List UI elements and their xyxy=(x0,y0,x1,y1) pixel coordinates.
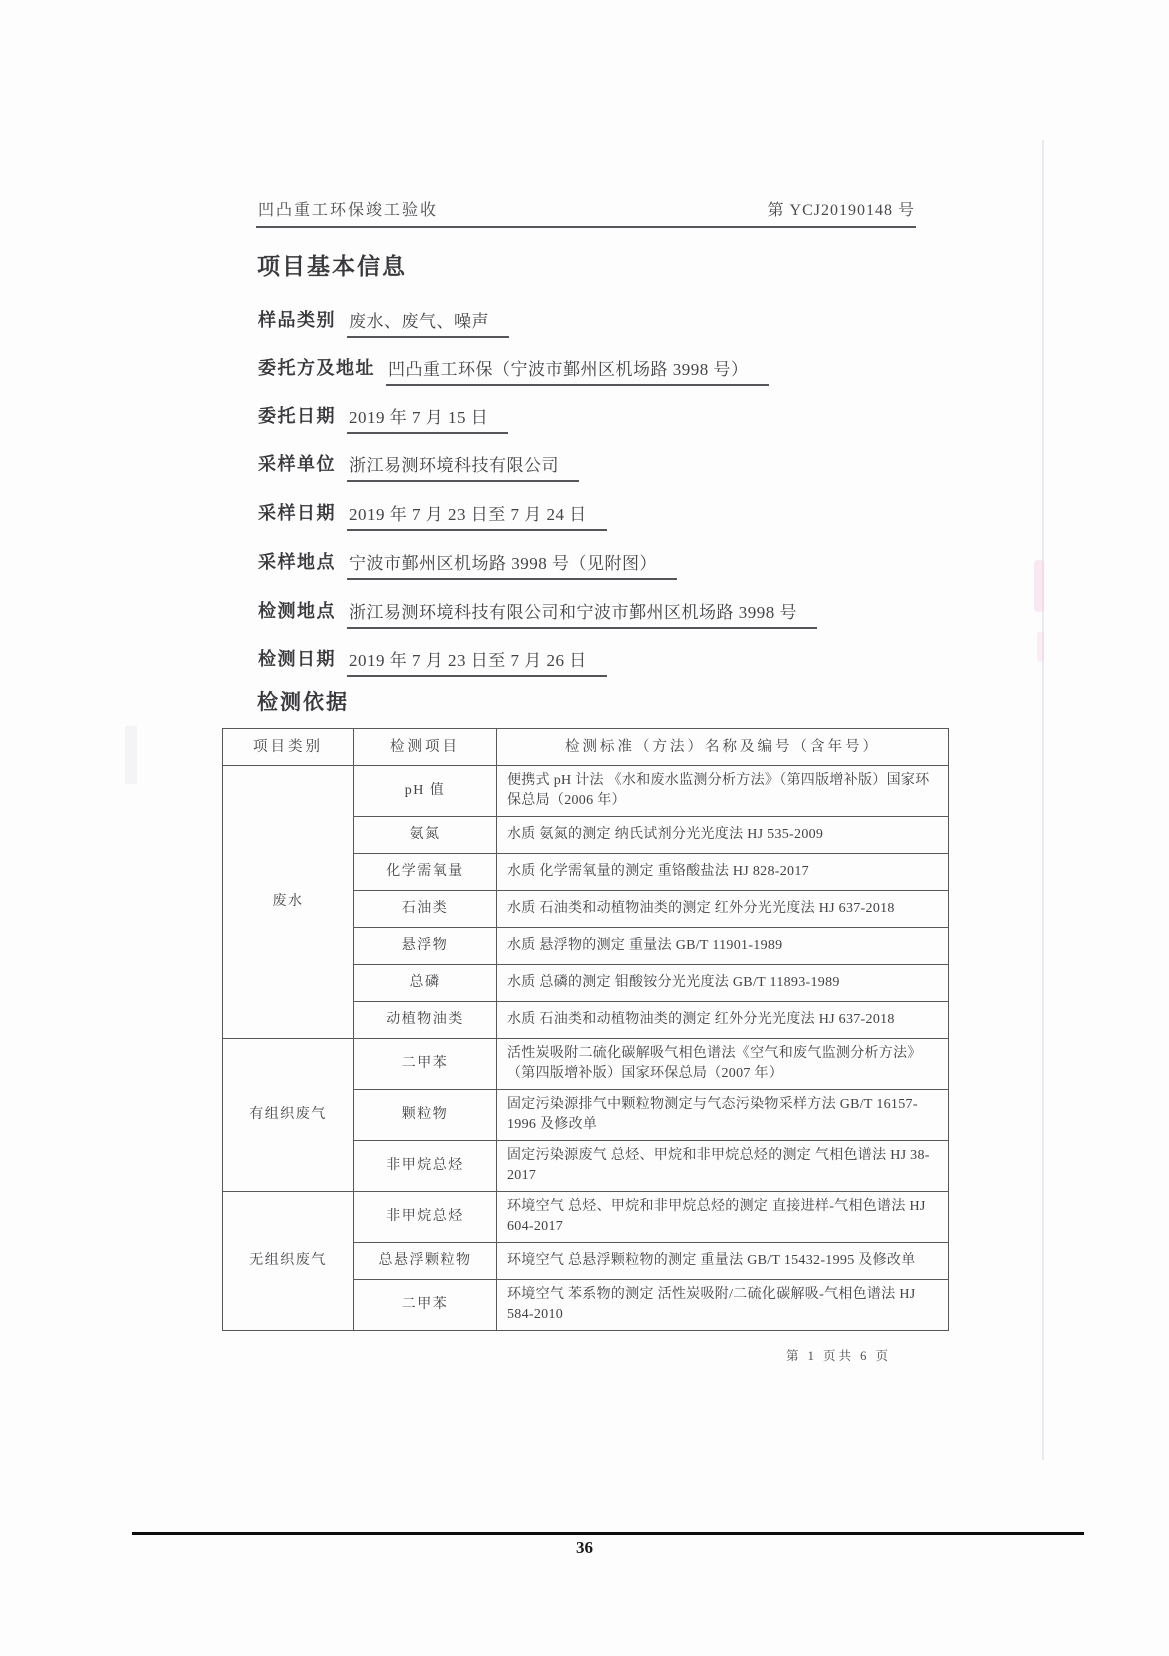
item-cell: 动植物油类 xyxy=(354,1002,497,1039)
category-cell-fugitive-exhaust: 无组织废气 xyxy=(223,1192,354,1331)
field-value: 浙江易测环境科技有限公司 xyxy=(347,450,579,482)
column-header-item: 检测项目 xyxy=(354,729,497,766)
item-cell: 氨氮 xyxy=(354,817,497,854)
field-value: 2019 年 7 月 15 日 xyxy=(347,402,508,434)
item-cell: 总悬浮颗粒物 xyxy=(354,1243,497,1280)
table-header-row xyxy=(223,729,949,766)
standard-cell: 水质 石油类和动植物油类的测定 红外分光光度法 HJ 637-2018 xyxy=(497,891,949,928)
item-cell: 总磷 xyxy=(354,965,497,1002)
header-rule xyxy=(256,226,916,228)
scan-edge-artifact xyxy=(1042,140,1044,1460)
table-row xyxy=(223,1192,949,1243)
field-value: 浙江易测环境科技有限公司和宁波市鄞州区机场路 3998 号 xyxy=(347,597,817,629)
standard-cell: 环境空气 苯系物的测定 活性炭吸附/二硫化碳解吸-气相色谱法 HJ 584-2010 xyxy=(497,1280,949,1331)
item-cell: 石油类 xyxy=(354,891,497,928)
standard-cell: 水质 化学需氧量的测定 重铬酸盐法 HJ 828-2017 xyxy=(497,854,949,891)
standard-cell: 环境空气 总烃、甲烷和非甲烷总烃的测定 直接进样-气相色谱法 HJ 604-2017 xyxy=(497,1192,949,1243)
gray-smudge-artifact xyxy=(125,726,137,784)
section-title-test-basis: 检测依据 xyxy=(257,690,349,714)
standard-cell: 水质 氨氮的测定 纳氏试剂分光光度法 HJ 535-2009 xyxy=(497,817,949,854)
standard-cell: 水质 石油类和动植物油类的测定 红外分光光度法 HJ 637-2018 xyxy=(497,1002,949,1039)
field-label: 采样单位 xyxy=(258,454,336,474)
field-sampling-location xyxy=(258,548,677,580)
field-sampling-unit xyxy=(258,450,579,482)
field-label: 样品类别 xyxy=(258,310,336,330)
standard-cell: 固定污染源废气 总烃、甲烷和非甲烷总烃的测定 气相色谱法 HJ 38-2017 xyxy=(497,1141,949,1192)
field-value: 宁波市鄞州区机场路 3998 号（见附图） xyxy=(347,548,677,580)
item-cell: 非甲烷总烃 xyxy=(354,1141,497,1192)
field-sample-type xyxy=(258,306,509,338)
item-cell: 非甲烷总烃 xyxy=(354,1192,497,1243)
field-testing-location xyxy=(258,597,817,629)
field-value: 废水、废气、噪声 xyxy=(347,306,509,338)
standard-cell: 环境空气 总悬浮颗粒物的测定 重量法 GB/T 15432-1995 及修改单 xyxy=(497,1243,949,1280)
item-cell: pH 值 xyxy=(354,766,497,817)
column-header-standard: 检测标准（方法）名称及编号（含年号） xyxy=(497,729,949,766)
page-note: 第 1 页共 6 页 xyxy=(786,1349,892,1363)
table-row xyxy=(223,766,949,817)
page-title: 项目基本信息 xyxy=(257,254,407,279)
standard-cell: 水质 总磷的测定 钼酸铵分光光度法 GB/T 11893-1989 xyxy=(497,965,949,1002)
field-client-address xyxy=(258,354,769,386)
item-cell: 二甲苯 xyxy=(354,1039,497,1090)
field-value: 凹凸重工环保（宁波市鄞州区机场路 3998 号） xyxy=(386,354,769,386)
bottom-rule xyxy=(132,1532,1084,1535)
field-label: 采样地点 xyxy=(258,552,336,572)
standard-cell: 水质 悬浮物的测定 重量法 GB/T 11901-1989 xyxy=(497,928,949,965)
column-header-category: 项目类别 xyxy=(223,729,354,766)
table-row xyxy=(223,1039,949,1090)
field-testing-date xyxy=(258,645,607,677)
item-cell: 颗粒物 xyxy=(354,1090,497,1141)
page-number: 36 xyxy=(576,1538,593,1557)
running-header-title: 凹凸重工环保竣工验收 xyxy=(258,202,439,219)
field-value: 2019 年 7 月 23 日至 7 月 26 日 xyxy=(347,645,607,677)
item-cell: 化学需氧量 xyxy=(354,854,497,891)
standard-cell: 固定污染源排气中颗粒物测定与气态污染物采样方法 GB/T 16157-1996 及修改单 xyxy=(497,1090,949,1141)
standard-cell: 便携式 pH 计法 《水和废水监测分析方法》（第四版增补版）国家环保总局（2006 年） xyxy=(497,766,949,817)
field-sampling-date xyxy=(258,499,607,531)
category-cell-wastewater: 废水 xyxy=(223,766,354,1039)
category-cell-organized-exhaust: 有组织废气 xyxy=(223,1039,354,1192)
pink-smudge-artifact xyxy=(1034,560,1044,612)
field-label: 委托方及地址 xyxy=(258,358,375,378)
field-label: 委托日期 xyxy=(258,406,336,426)
item-cell: 二甲苯 xyxy=(354,1280,497,1331)
pink-smudge-artifact xyxy=(1037,632,1044,662)
field-label: 检测地点 xyxy=(258,601,336,621)
item-cell: 悬浮物 xyxy=(354,928,497,965)
field-label: 检测日期 xyxy=(258,649,336,669)
field-value: 2019 年 7 月 23 日至 7 月 24 日 xyxy=(347,499,607,531)
field-commission-date xyxy=(258,402,508,434)
report-number: 第 YCJ20190148 号 xyxy=(767,202,915,219)
field-label: 采样日期 xyxy=(258,503,336,523)
standard-cell: 活性炭吸附二硫化碳解吸气相色谱法《空气和废气监测分析方法》（第四版增补版）国家环保总局（2007 年） xyxy=(497,1039,949,1090)
test-basis-table xyxy=(222,728,949,1331)
